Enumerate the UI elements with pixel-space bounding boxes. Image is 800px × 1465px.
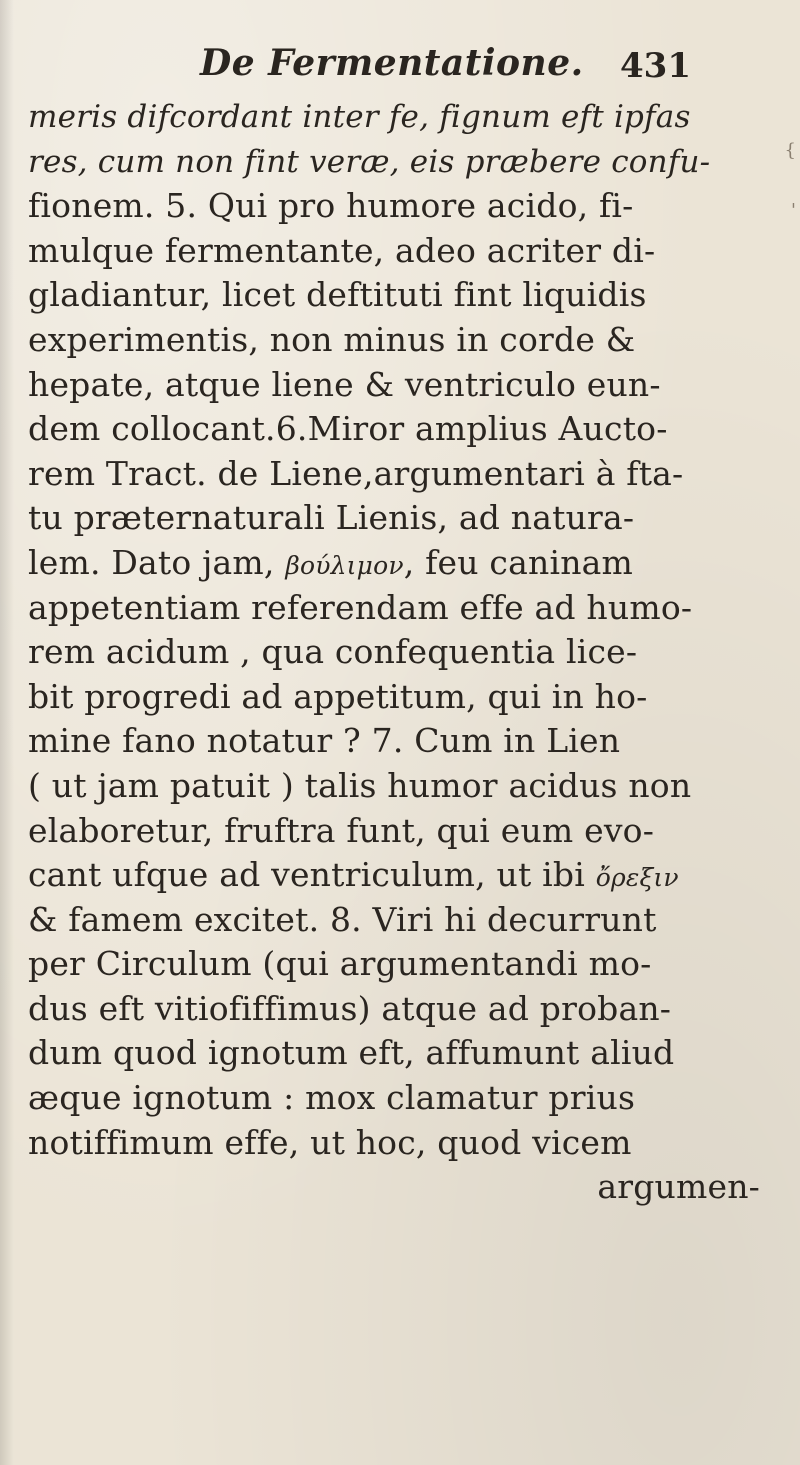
margin-mark-brace: { (784, 140, 796, 161)
text-line: notiffimum effe, ut hoc, quod vicem (28, 1122, 632, 1162)
text-line: æque ignotum : mox clamatur prius (28, 1078, 636, 1118)
text-line: rem acidum , qua confequentia lice- (28, 632, 638, 672)
text-line: hepate, atque liene & ventriculo eun- (28, 364, 661, 404)
text-line: elaboretur, fruftra funt, qui eum evo- (28, 810, 655, 850)
text-line (28, 541, 788, 586)
running-head: De Fermentatione. (200, 42, 584, 84)
binding-shadow (0, 0, 14, 1465)
body-text (28, 95, 788, 1210)
text-line: bit progredi ad appetitum, qui in ho- (28, 676, 648, 716)
text-line: gladiantur, licet deftituti fint liquidis (28, 275, 647, 315)
text-line: meris difcordant inter fe, fignum eft ipfas (28, 99, 691, 135)
greek-word: βούλιμον (285, 550, 404, 580)
margin-mark-tick: ' (791, 200, 796, 221)
text-line: tu præternaturali Lienis, ad natura- (28, 498, 635, 538)
text-line: dus eft vitiofiffimus) atque ad proban- (28, 988, 672, 1028)
text-segment: lem. Dato jam, (28, 542, 275, 582)
text-line: mine fano notatur ? 7. Cum in Lien (28, 721, 621, 761)
greek-word: ὄρεξιν (595, 863, 679, 893)
text-line: dem collocant.6.Miror amplius Aucto- (28, 409, 668, 449)
text-line: experimentis, non minus in corde & (28, 319, 636, 359)
text-line: fionem. 5. Qui pro humore acido, fi- (28, 186, 634, 226)
text-line: res, cum non fint veræ, eis præbere confu- (28, 143, 711, 180)
text-line: dum quod ignotum eft, affumunt aliud (28, 1033, 675, 1073)
text-line: rem Tract. de Liene,argumentari à fta- (28, 453, 684, 493)
text-line: appetentiam referendam effe ad humo- (28, 587, 693, 627)
text-line: mulque fermentante, adeo acriter di- (28, 230, 656, 270)
text-segment: cant ufque ad ventriculum, ut ibi (28, 855, 585, 895)
text-line (28, 853, 788, 898)
page-header (200, 42, 760, 92)
text-line: ( ut jam patuit ) talis humor acidus non (28, 765, 692, 805)
text-line-catchword: argumen- (597, 1167, 760, 1207)
text-line: per Circulum (qui argumentandi mo- (28, 944, 652, 984)
text-line: & famem excitet. 8. Viri hi decurrunt (28, 899, 657, 939)
text-segment: , feu caninam (403, 542, 634, 582)
page-number: 431 (620, 46, 691, 86)
